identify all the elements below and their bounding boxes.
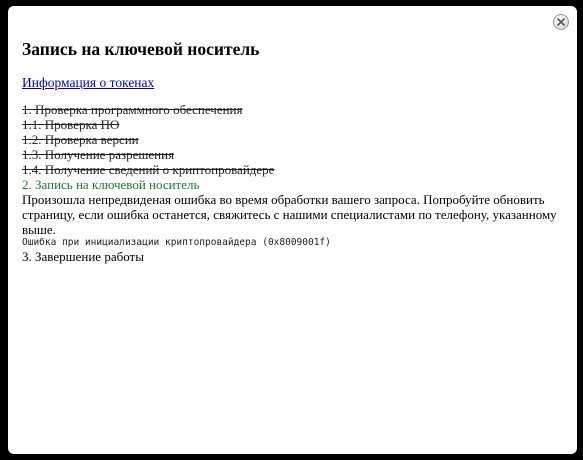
step-write-key-media: 2. Запись на ключевой носитель [22, 177, 200, 192]
step-check-software: 1. Проверка программного обеспечения [22, 102, 243, 117]
close-button[interactable] [553, 14, 569, 30]
step-finish: 3. Завершение работы [22, 249, 144, 264]
step-check-po: 1.1. Проверка ПО [22, 117, 120, 132]
error-message: Произошла непредвиденая ошибка во время обработки вашего запроса. Попробуйте обновить страницу, если ошибка останется, свяжитесь с нашими специалистами по телефону, указанному выше. [22, 192, 557, 237]
step-get-permission: 1.3. Получение разрешения [22, 147, 175, 162]
step-get-crypto-provider-info: 1.4. Получение сведений о криптопровайдере [22, 162, 275, 177]
error-code: Ошибка при инициализации криптопровайдера (0x8009001f) [22, 237, 331, 248]
step-check-version: 1.2. Проверка версии [22, 132, 139, 147]
dialog-title: Запись на ключевой носитель [22, 39, 260, 59]
progress-steps [22, 102, 567, 264]
token-write-dialog [8, 6, 577, 454]
close-icon [557, 18, 565, 26]
token-info-link[interactable]: Информация о токенах [22, 75, 155, 90]
